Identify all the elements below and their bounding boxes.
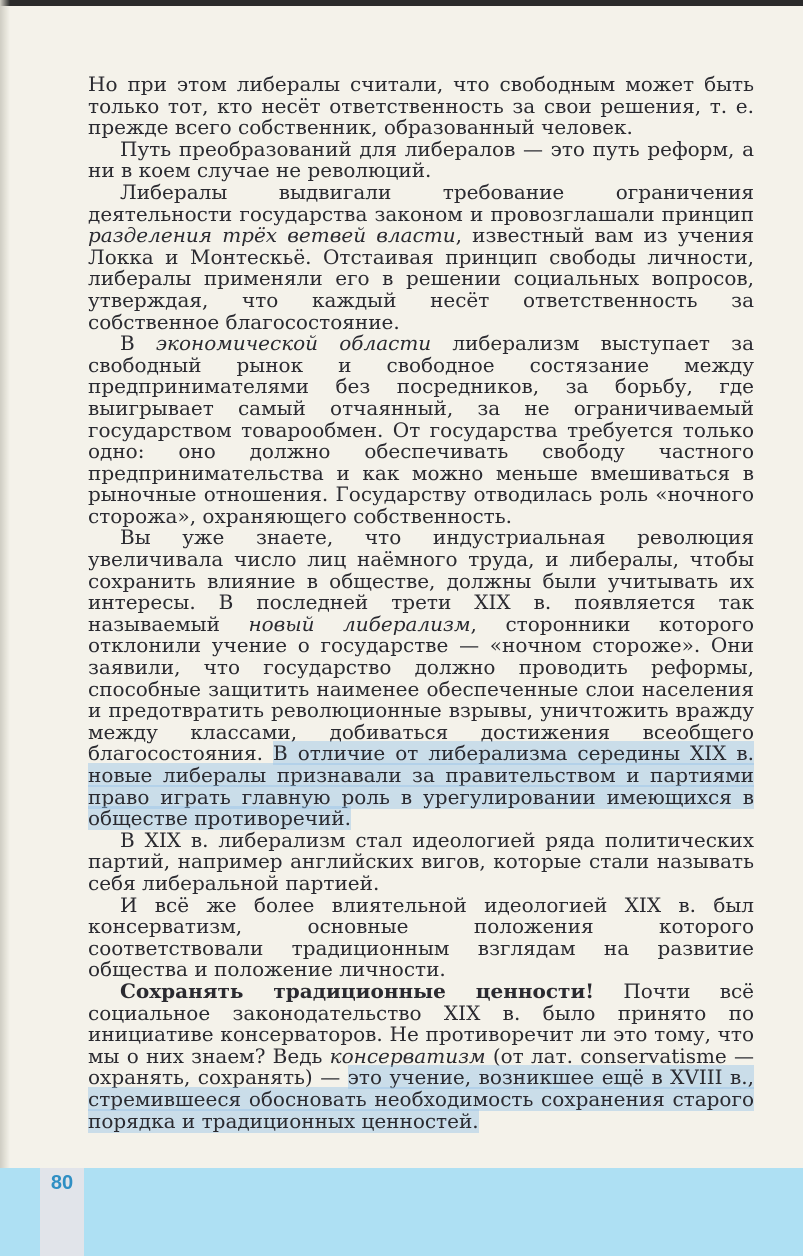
paragraph-4 [88,333,754,527]
text-run: Либералы выдвигали требование ограничения деятельности государства законом и провозглашали принцип [88,179,754,226]
text-run: В [120,331,156,356]
page-footer-band [0,1168,803,1256]
italic-term: экономической области [155,331,432,356]
text-run: (от лат. conservatisme — охранять, сохранять) — [88,1043,754,1090]
page-body-text [88,74,754,1132]
paragraph-3 [88,179,755,334]
paragraph-1: Но при этом либералы считали, что свободным может быть только тот, кто несёт ответственность за свои решения, т. е. прежде всего собственник, образованный человек. [88,72,754,140]
italic-term: новый либерализм [248,611,471,636]
text-run: Почти всё социальное законодательство XIX в. было принято по инициативе консерваторов. Не противоречит ли это тому, что мы о них знаем? Ведь [88,978,754,1068]
paragraph-5 [88,527,754,829]
page-number: 80 [50,1172,74,1194]
text-run: либерализм выступает за свободный рынок и свободное состязание между предпринимателями без посредников, за борьбу, где выигрывает самый отчаянный, за не ограничиваемый государством товарообмен. От государства требуется только одно: оно должно обеспечивать свободу частного предпринимательства и как можно меньше вмешиваться в рыночные отношения. Государству отводилась роль «ночного сторожа», охраняющего собственность. [88,331,754,528]
paragraph-8 [88,978,754,1133]
bold-heading-phrase: Сохранять традиционные ценности! [120,978,595,1003]
page-gutter-shadow [0,0,10,1256]
text-run: Вы уже знаете, что индустриальная революция увеличивала число лиц наёмного труда, и либералы, чтобы сохранить влияние в обществе, должны были учитывать их интересы. В последней трети XIX в. появляется так называемый [88,525,754,636]
text-run: , известный вам из учения Локка и Монтескьё. Отстаивая принцип свободы личности, либералы применяли его в решении социальных вопросов, утверждая, что каждый несёт ответственность за собственное благосостояние. [88,223,755,334]
italic-term: консерватизм [329,1043,486,1068]
text-run: , сторонники которого отклонили учение о государстве — «ночном стороже». Они заявили, что государство должно проводить реформы, способные защитить наименее обеспеченные слои населения и предотвратить революционные взрывы, уничтожить вражду между классами, добиваться достижения всеобщего благосостояния. [88,611,754,766]
italic-term: разделения трёх ветвей власти [88,223,456,248]
paragraph-6: В XIX в. либерализм стал идеологией ряда политических партий, например английских вигов, которые стали называть себя либеральной партией. [88,827,754,895]
paragraph-7: И всё же более влиятельной идеологией XIX в. был консерватизм, основные положения которого соответствовали традиционным взглядам на развитие общества и положение личности. [88,892,754,982]
highlighted-passage: В отличие от либерализма середины XIX в. новые либералы признавали за правительством и партиями право играть главную роль в урегулировании имеющихся в обществе противоречий. [88,741,754,831]
scan-top-edge [0,0,803,6]
paragraph-2: Путь преобразований для либералов — это путь реформ, а ни в коем случае не революций. [88,136,754,183]
highlighted-passage: это учение, возникшее ещё в XVIII в., стремившееся обосновать необходимость сохранения старого порядка и традиционных ценностей. [88,1065,754,1133]
